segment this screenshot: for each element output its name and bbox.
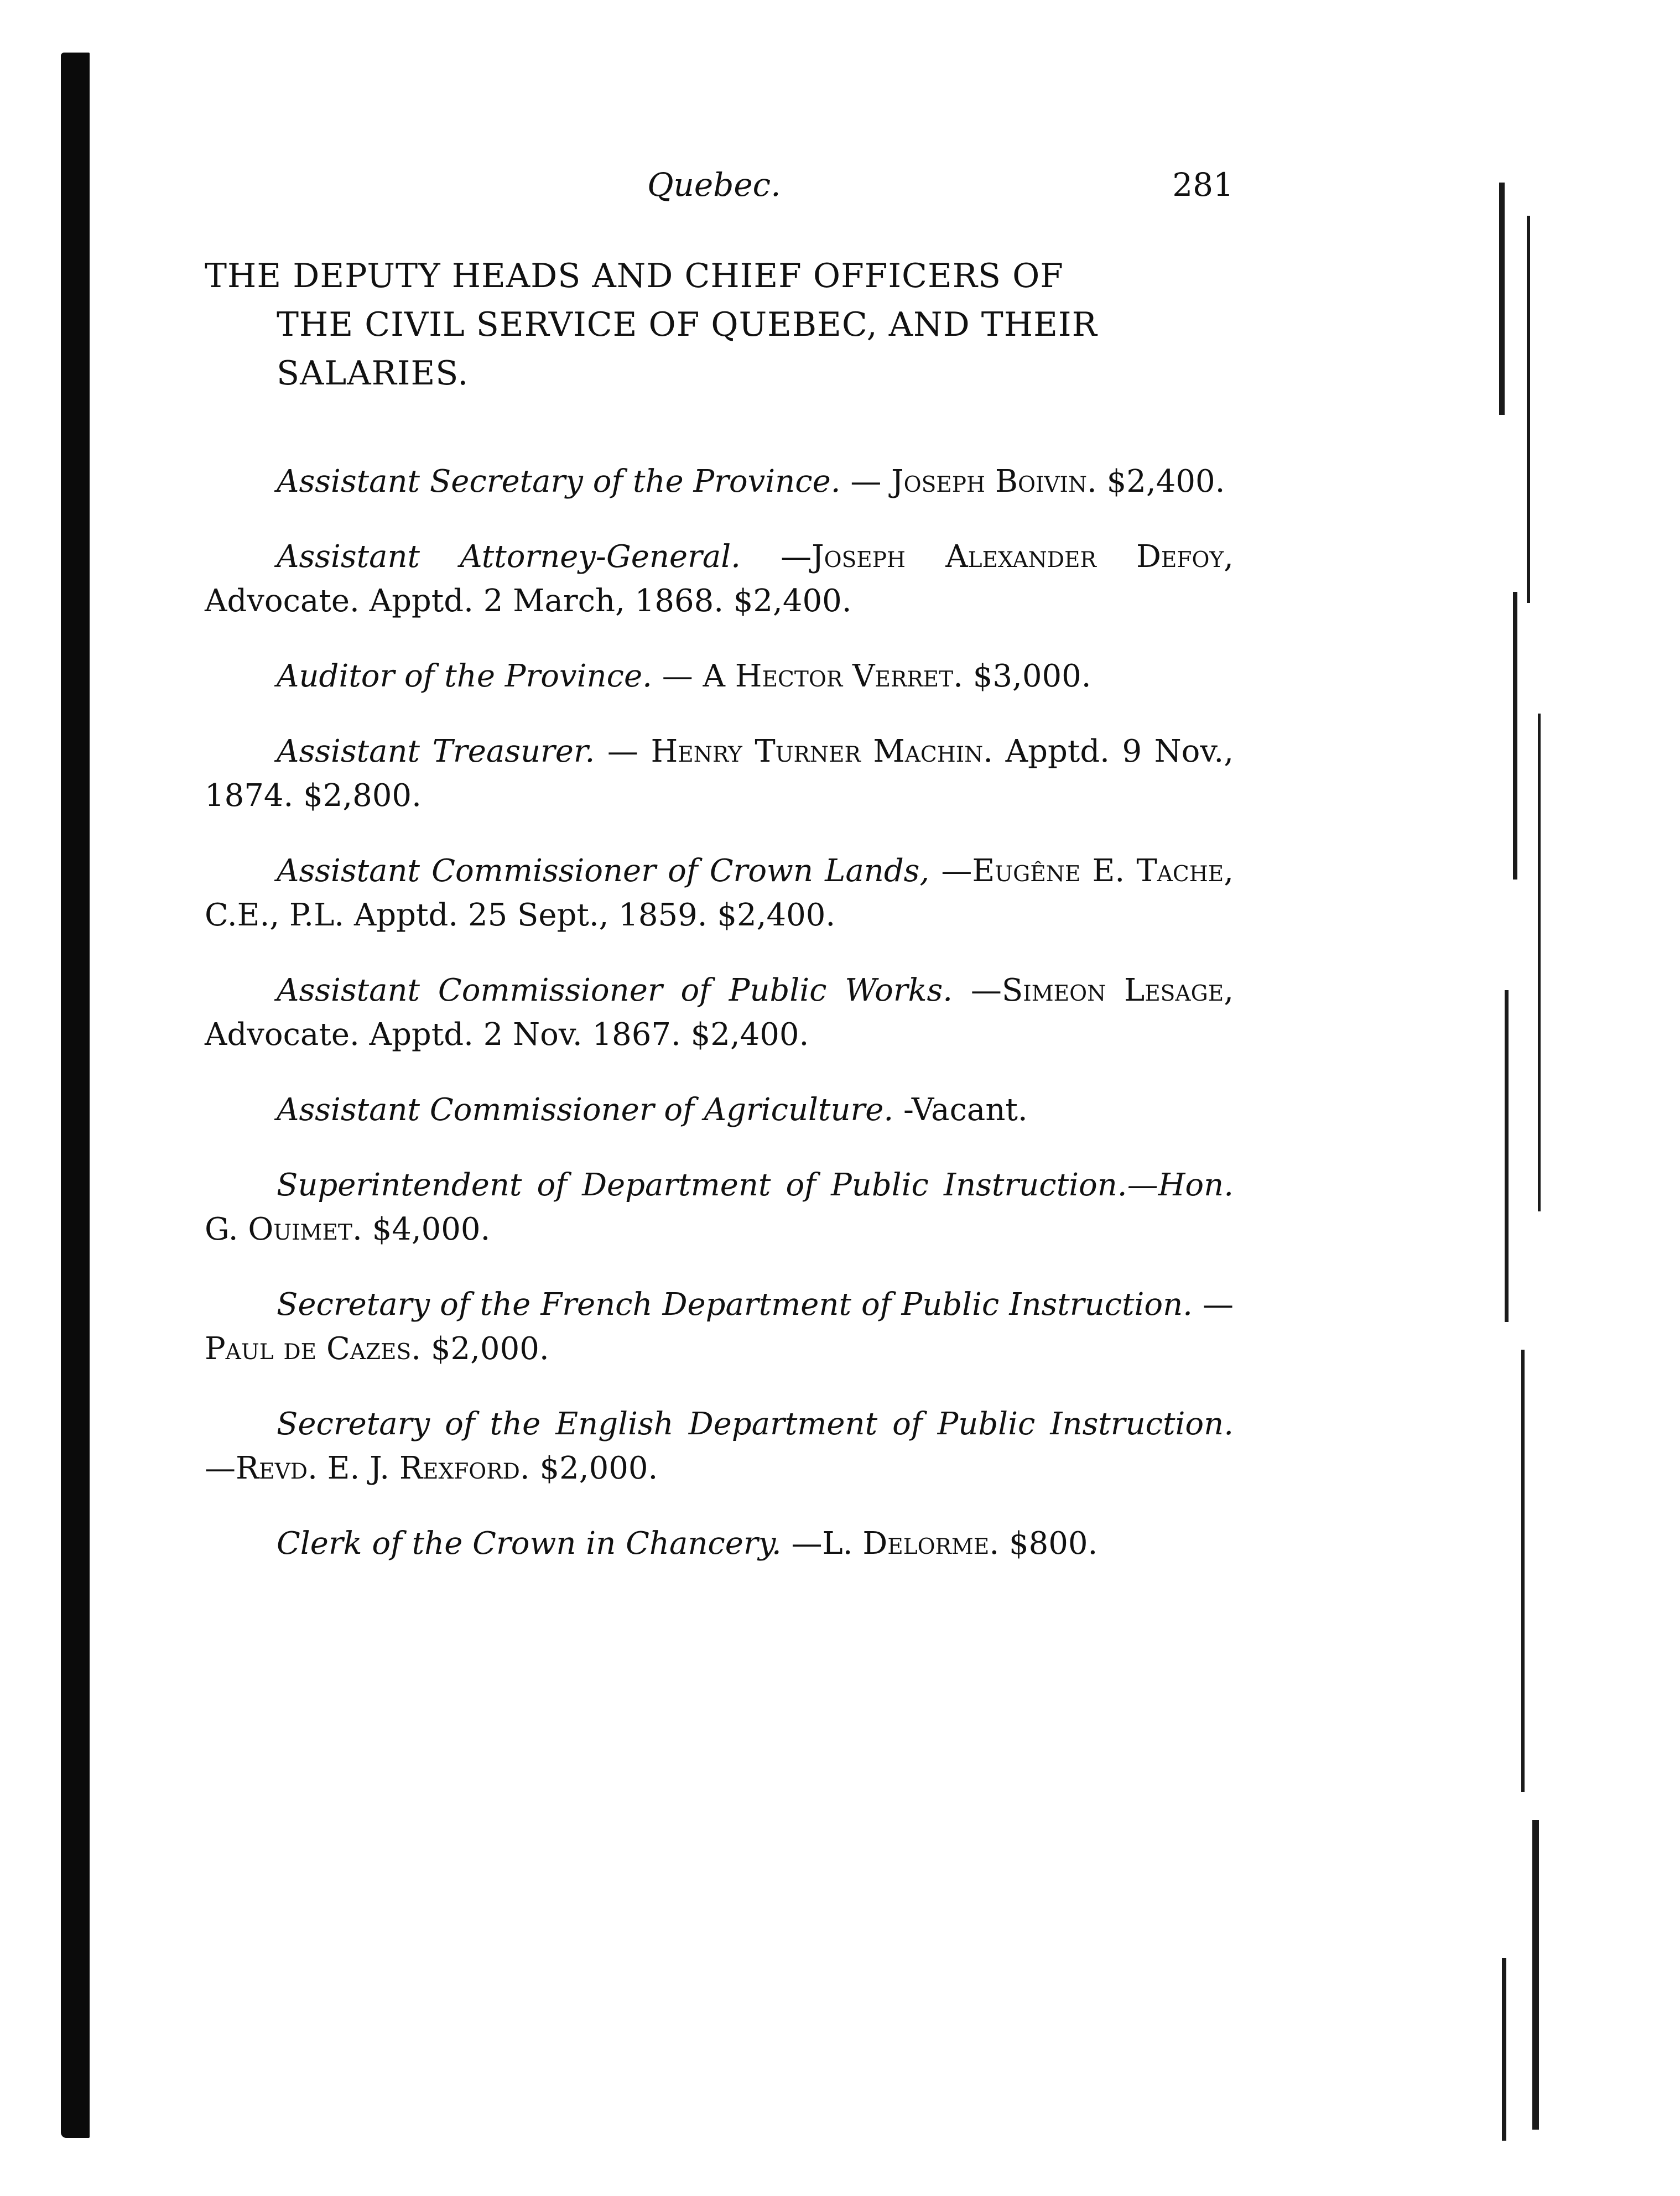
officer-entry (205, 460, 1234, 504)
officer-name: —Joseph Alexander Defoy, (781, 539, 1234, 575)
salary-detail: C.E., P.L. Apptd. 25 Sept., 1859. $2,400. (205, 897, 836, 933)
office-title: Assistant Commissioner of Crown Lands, (277, 853, 930, 889)
running-title: Quebec. (647, 166, 781, 204)
officer-entry (205, 1163, 1234, 1252)
office-title: Assistant Commissioner of Agriculture. (277, 1092, 894, 1128)
officer-name: —Revd. E. J. Rexford. (205, 1450, 530, 1486)
office-title: Assistant Commissioner of Public Works. (277, 972, 953, 1008)
officer-entry (205, 1402, 1234, 1491)
heading-line-1: THE DEPUTY HEADS AND CHIEF OFFICERS OF (205, 257, 1064, 295)
salary-detail: Apptd. 9 Nov., 1874. $2,800. (205, 733, 1234, 814)
officer-list (205, 429, 1234, 1581)
scan-binding-shadow (61, 53, 90, 2138)
officer-entry (205, 969, 1234, 1057)
salary-detail: $2,400. (1106, 464, 1225, 499)
section-heading (205, 252, 1234, 398)
officer-name: — Joseph Boivin. (850, 464, 1097, 499)
officer-name: — Henry Turner Machin. (607, 733, 994, 769)
officer-entry (205, 535, 1234, 623)
officer-entry (205, 1088, 1234, 1132)
office-title: Secretary of the French Department of Public Instruction. (277, 1287, 1193, 1323)
salary-detail: $2,000. (539, 1450, 658, 1486)
salary-detail: Advocate. Apptd. 2 March, 1868. $2,400. (205, 583, 852, 619)
salary-detail: Advocate. Apptd. 2 Nov. 1867. $2,400. (205, 1017, 809, 1053)
salary-detail: $4,000. (372, 1211, 491, 1247)
page-number: 281 (1172, 166, 1234, 204)
office-title: Assistant Attorney-General. (277, 539, 741, 575)
office-title: Secretary of the English Department of Public Instruction. (277, 1406, 1234, 1442)
officer-name: —Simeon Lesage, (970, 972, 1234, 1008)
officer-name: G. Ouimet. (205, 1211, 362, 1247)
office-title: Auditor of the Province. (277, 658, 652, 694)
heading-line-3: SALARIES. (277, 354, 469, 393)
officer-name: —L. Delorme. (791, 1526, 1000, 1562)
running-head (205, 166, 1234, 210)
officer-entry (205, 1283, 1234, 1371)
heading-line-2: THE CIVIL SERVICE OF QUEBEC, AND THEIR (277, 305, 1098, 344)
salary-detail: -Vacant. (903, 1092, 1028, 1128)
officer-entry (205, 730, 1234, 818)
salary-detail: $800. (1008, 1526, 1098, 1562)
salary-detail: $3,000. (972, 658, 1091, 694)
salary-detail: $2,000. (430, 1331, 549, 1367)
office-title: Superintendent of Department of Public Instruction.—Hon. (277, 1167, 1234, 1203)
officer-name: —Paul de Cazes. (205, 1287, 1234, 1367)
officer-entry (205, 654, 1234, 699)
officer-name: — A Hector Verret. (662, 658, 963, 694)
office-title: Assistant Treasurer. (277, 733, 595, 769)
office-title: Assistant Secretary of the Province. (277, 464, 841, 499)
officer-entry (205, 1522, 1234, 1566)
officer-name: —Eugêne E. Tache, (941, 853, 1234, 889)
scan-edge-noise (1460, 50, 1571, 2146)
officer-entry (205, 849, 1234, 938)
office-title: Clerk of the Crown in Chancery. (277, 1526, 782, 1562)
